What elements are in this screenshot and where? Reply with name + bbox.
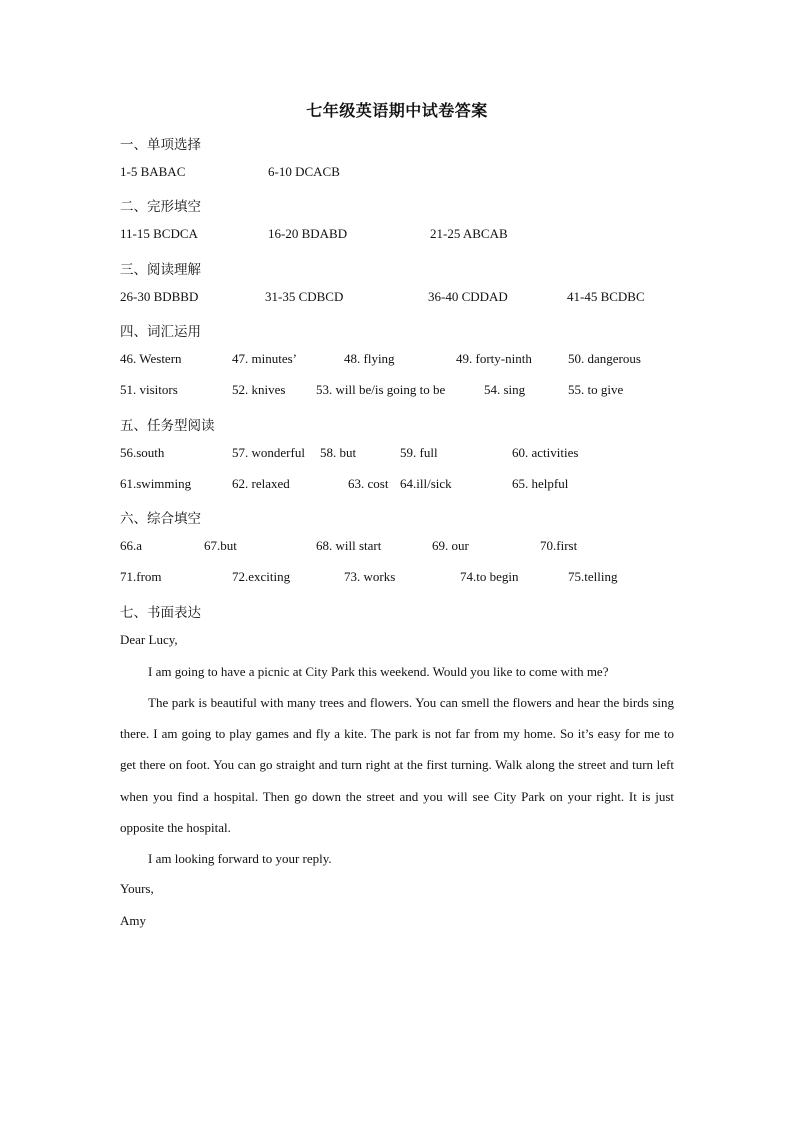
answer-row (0, 445, 794, 463)
answer-cell: 16-20 BDABD (268, 226, 348, 241)
answer-row (0, 382, 794, 400)
letter-paragraph-1: I am going to have a picnic at City Park this weekend. Would you like to come with me? (148, 664, 609, 679)
letter-paragraph-3: I am looking forward to your reply. (148, 851, 332, 866)
answer-cell: 74.to begin (460, 569, 519, 584)
answer-cell: 26-30 BDBBD (120, 289, 199, 304)
answer-cell: 49. forty-ninth (456, 351, 532, 366)
answer-cell: 1-5 BABAC (120, 164, 186, 179)
letter-greeting: Dear Lucy, (120, 632, 178, 647)
answer-cell: 36-40 CDDAD (428, 289, 508, 304)
answer-cell: 54. sing (484, 382, 526, 397)
answer-cell: 65. helpful (512, 476, 569, 491)
section-heading-7: 七、书面表达 (120, 605, 201, 621)
letter-closing: Yours, (120, 881, 154, 896)
answer-cell: 46. Western (120, 351, 182, 366)
answer-cell: 48. flying (344, 351, 395, 366)
answer-cell: 70.first (540, 538, 578, 553)
answer-row (0, 569, 794, 587)
answer-cell: 66.a (120, 538, 143, 553)
answer-cell: 72.exciting (232, 569, 291, 584)
answer-cell: 73. works (344, 569, 396, 584)
answer-cell: 21-25 ABCAB (430, 226, 508, 241)
answer-cell: 61.swimming (120, 476, 192, 491)
section-heading-3: 三、阅读理解 (120, 262, 201, 278)
answer-cell: 71.from (120, 569, 162, 584)
answer-cell: 67.but (204, 538, 237, 553)
answer-cell: 52. knives (232, 382, 286, 397)
answer-cell: 58. but (320, 445, 357, 460)
section-heading-1: 一、单项选择 (120, 137, 201, 153)
letter-paragraph-2: The park is beautiful with many trees and flowers. You can smell the flowers and hear the birds sing there. I am going to play games and fly a kite. The park is not far from my home. So it’s easy for me to get there on foot. You can go straight and turn right at the first turning. Walk along the street and turn left when you find a hospital. Then go down the street and you will see City Park on your right. It is just opposite the hospital. (120, 695, 674, 835)
answer-cell: 57. wonderful (232, 445, 305, 460)
answer-cell: 64.ill/sick (400, 476, 452, 491)
answer-cell: 63. cost (348, 476, 389, 491)
answer-cell: 62. relaxed (232, 476, 290, 491)
answer-cell: 11-15 BCDCA (120, 226, 198, 241)
answer-cell: 55. to give (568, 382, 624, 397)
answer-cell: 68. will start (316, 538, 382, 553)
answer-row (0, 226, 794, 244)
answer-row (0, 289, 794, 307)
answer-row (0, 164, 794, 182)
answer-cell: 53. will be/is going to be (316, 382, 446, 397)
answer-cell: 47. minutes’ (232, 351, 297, 366)
answer-row (0, 538, 794, 556)
answer-cell: 31-35 CDBCD (265, 289, 344, 304)
letter-signature: Amy (120, 913, 146, 928)
answer-row (0, 351, 794, 369)
section-heading-5: 五、任务型阅读 (120, 418, 215, 434)
section-heading-4: 四、词汇运用 (120, 324, 201, 340)
answer-cell: 60. activities (512, 445, 579, 460)
answer-cell: 59. full (400, 445, 438, 460)
answer-cell: 50. dangerous (568, 351, 641, 366)
answer-cell: 69. our (432, 538, 469, 553)
answer-cell: 41-45 BCDBC (567, 289, 645, 304)
answer-cell: 56.south (120, 445, 165, 460)
section-heading-2: 二、完形填空 (120, 199, 201, 215)
answer-cell: 51. visitors (120, 382, 178, 397)
page-title: 七年级英语期中试卷答案 (306, 101, 488, 120)
answer-row (0, 476, 794, 494)
answer-cell: 75.telling (568, 569, 618, 584)
section-heading-6: 六、综合填空 (120, 511, 201, 527)
answer-cell: 6-10 DCACB (268, 164, 340, 179)
